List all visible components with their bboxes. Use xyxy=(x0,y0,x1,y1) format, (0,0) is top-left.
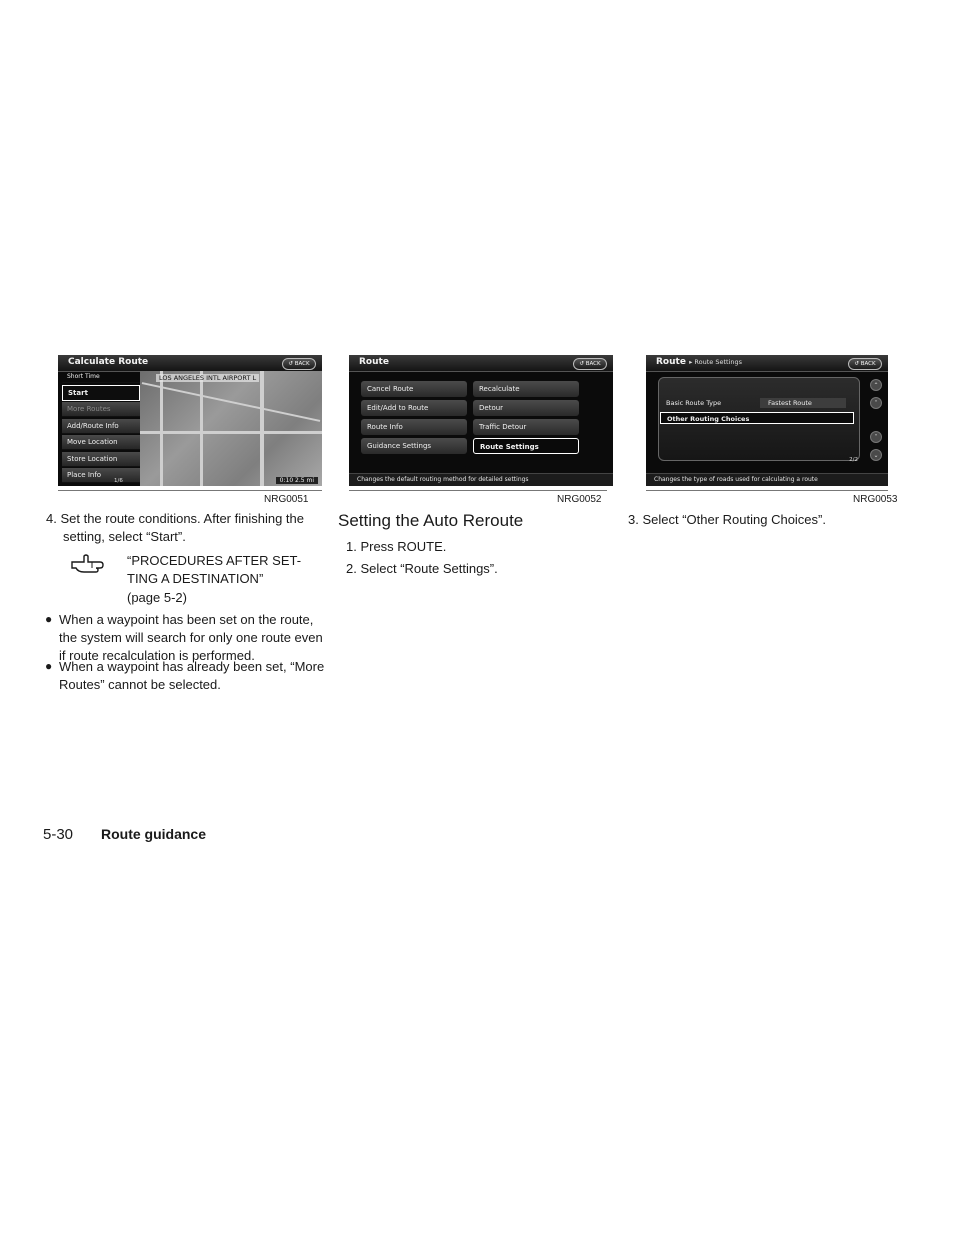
menu-item-add-route-info[interactable]: Add/Route Info xyxy=(62,419,140,434)
scroll-top-icon[interactable]: ⌃ xyxy=(870,379,882,391)
reference-line-2: TING A DESTINATION” xyxy=(127,571,264,586)
scroll-down-icon[interactable]: ˅ xyxy=(870,431,882,443)
menu-item-guidance-settings[interactable]: Guidance Settings xyxy=(361,438,467,454)
menu-item-place-info[interactable]: Place Info xyxy=(62,468,140,483)
caption-rule xyxy=(58,490,322,491)
figure-caption-3: NRG0053 xyxy=(853,494,898,505)
setting-other-routing-choices[interactable]: Other Routing Choices xyxy=(660,412,854,424)
breadcrumb: ▸ Route Settings xyxy=(689,358,743,366)
figure-caption-1: NRG0051 xyxy=(264,494,309,505)
screen-title: Route xyxy=(359,357,389,367)
back-button[interactable]: ↺ BACK xyxy=(848,358,882,370)
menu-item-store-location[interactable]: Store Location xyxy=(62,452,140,467)
menu-item-move-location[interactable]: Move Location xyxy=(62,435,140,450)
title-bar xyxy=(646,355,888,372)
title-bar xyxy=(349,355,613,372)
title-bar xyxy=(58,355,322,372)
step-4-text: 4. Set the route conditions. After finishing the xyxy=(46,511,304,526)
menu-item-recalculate[interactable]: Recalculate xyxy=(473,381,579,397)
route-condition-label: Short Time xyxy=(62,372,140,383)
menu-item-start[interactable]: Start xyxy=(62,385,140,401)
note-1-line-2: the system will search for only one route even xyxy=(59,630,323,645)
reference-line-1: “PROCEDURES AFTER SET- xyxy=(127,553,302,568)
destination-label: LOS ANGELES INTL AIRPORT L xyxy=(156,374,259,382)
figure-caption-2: NRG0052 xyxy=(557,494,602,505)
screen-title: Calculate Route xyxy=(68,357,149,367)
setting-value: Fastest Route xyxy=(760,398,846,408)
eta-distance: 0:10 2.5 mi xyxy=(276,477,318,484)
status-hint: Changes the type of roads used for calculating a route xyxy=(646,473,888,486)
screen-title: Route ▸ Route Settings xyxy=(656,357,743,367)
setting-basic-route-type[interactable]: Basic Route Type Fastest Route xyxy=(660,397,854,409)
calculate-route-screen xyxy=(58,355,322,486)
bullet-marker: ● xyxy=(45,659,53,673)
caption-rule xyxy=(349,490,607,491)
route-settings-screen xyxy=(646,355,888,486)
menu-item-traffic-detour[interactable]: Traffic Detour xyxy=(473,419,579,435)
section-heading: Setting the Auto Reroute xyxy=(338,511,524,530)
step-1-text: 1. Press ROUTE. xyxy=(346,539,447,554)
step-4-text-cont: setting, select “Start”. xyxy=(63,529,186,544)
scroll-controls xyxy=(870,377,882,459)
step-3-text: 3. Select “Other Routing Choices”. xyxy=(628,512,826,527)
menu-item-more-routes[interactable]: More Routes xyxy=(62,402,140,417)
menu-item-detour[interactable]: Detour xyxy=(473,400,579,416)
back-button[interactable]: ↺ BACK xyxy=(282,358,316,370)
scroll-up-icon[interactable]: ˄ xyxy=(870,397,882,409)
reference-hand-icon xyxy=(70,552,108,574)
page-indicator: 1/6 xyxy=(114,478,123,484)
route-map[interactable] xyxy=(140,371,322,486)
section-title: Route guidance xyxy=(101,826,207,842)
bullet-marker: ● xyxy=(45,612,53,626)
note-2-line-1: When a waypoint has already been set, “More xyxy=(59,659,325,674)
menu-item-cancel-route[interactable]: Cancel Route xyxy=(361,381,467,397)
step-2-text: 2. Select “Route Settings”. xyxy=(346,561,498,576)
route-options-menu xyxy=(62,372,140,485)
note-2-line-2: Routes” cannot be selected. xyxy=(59,677,221,692)
page-number: 5-30 xyxy=(43,826,74,843)
reference-page: (page 5-2) xyxy=(127,590,187,605)
route-menu-screen xyxy=(349,355,613,486)
status-hint: Changes the default routing method for detailed settings xyxy=(349,473,613,486)
page-indicator: 2/2 xyxy=(849,457,858,463)
caption-rule xyxy=(646,490,888,491)
note-1-line-3: if route recalculation is performed. xyxy=(59,648,255,663)
back-button[interactable]: ↺ BACK xyxy=(573,358,607,370)
scroll-bottom-icon[interactable]: ⌄ xyxy=(870,449,882,461)
menu-item-route-settings[interactable]: Route Settings xyxy=(473,438,579,454)
menu-item-route-info[interactable]: Route Info xyxy=(361,419,467,435)
menu-item-edit-add-route[interactable]: Edit/Add to Route xyxy=(361,400,467,416)
note-1-line-1: When a waypoint has been set on the route, xyxy=(59,612,314,627)
